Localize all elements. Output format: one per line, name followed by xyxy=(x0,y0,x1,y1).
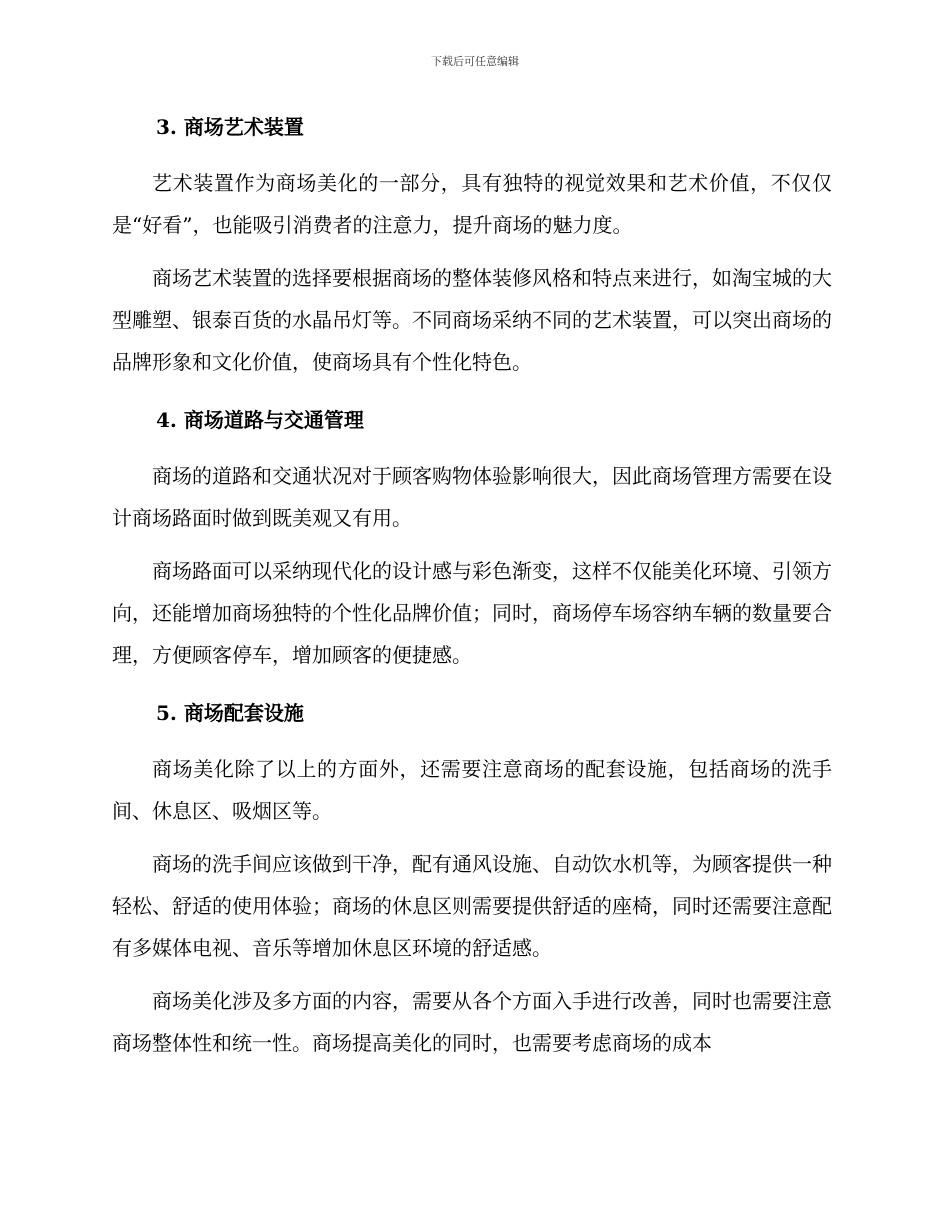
section-heading: 5. 商场配套设施 xyxy=(156,701,304,725)
paragraph: 商场的洗手间应该做到干净，配有通风设施、自动饮水机等，为顾客提供一种轻松、舒适的使用体验；商场的休息区则需要提供舒适的座椅，同时还需要注意配有多媒体电视、音乐等增加休息区环境的舒适感。 xyxy=(112,852,832,960)
paragraph: 艺术装置作为商场美化的一部分，具有独特的视觉效果和艺术价值，不仅仅是“好看”，也能吸引消费者的注意力，提升商场的魅力度。 xyxy=(112,171,832,237)
document-body xyxy=(112,112,832,1064)
paragraph: 商场美化除了以上的方面外，还需要注意商场的配套设施，包括商场的洗手间、休息区、吸烟区等。 xyxy=(112,757,832,823)
page-header: 下载后可任意编辑 xyxy=(431,55,519,68)
paragraph: 商场路面可以采纳现代化的设计感与彩色渐变，这样不仅能美化环境、引领方向，还能增加商场独特的个性化品牌价值；同时，商场停车场容纳车辆的数量要合理，方便顾客停车，增加顾客的便捷感。 xyxy=(112,559,832,667)
section-heading: 3. 商场艺术装置 xyxy=(156,115,304,139)
paragraph: 商场艺术装置的选择要根据商场的整体装修风格和特点来进行，如淘宝城的大型雕塑、银泰百货的水晶吊灯等。不同商场采纳不同的艺术装置，可以突出商场的品牌形象和文化价值，使商场具有个性化特色。 xyxy=(112,266,832,374)
section-heading: 4. 商场道路与交通管理 xyxy=(156,408,364,432)
paragraph: 商场美化涉及多方面的内容，需要从各个方面入手进行改善，同时也需要注意商场整体性和统一性。商场提高美化的同时，也需要考虑商场的成本 xyxy=(112,989,832,1055)
paragraph: 商场的道路和交通状况对于顾客购物体验影响很大，因此商场管理方需要在设计商场路面时做到既美观又有用。 xyxy=(112,464,832,530)
